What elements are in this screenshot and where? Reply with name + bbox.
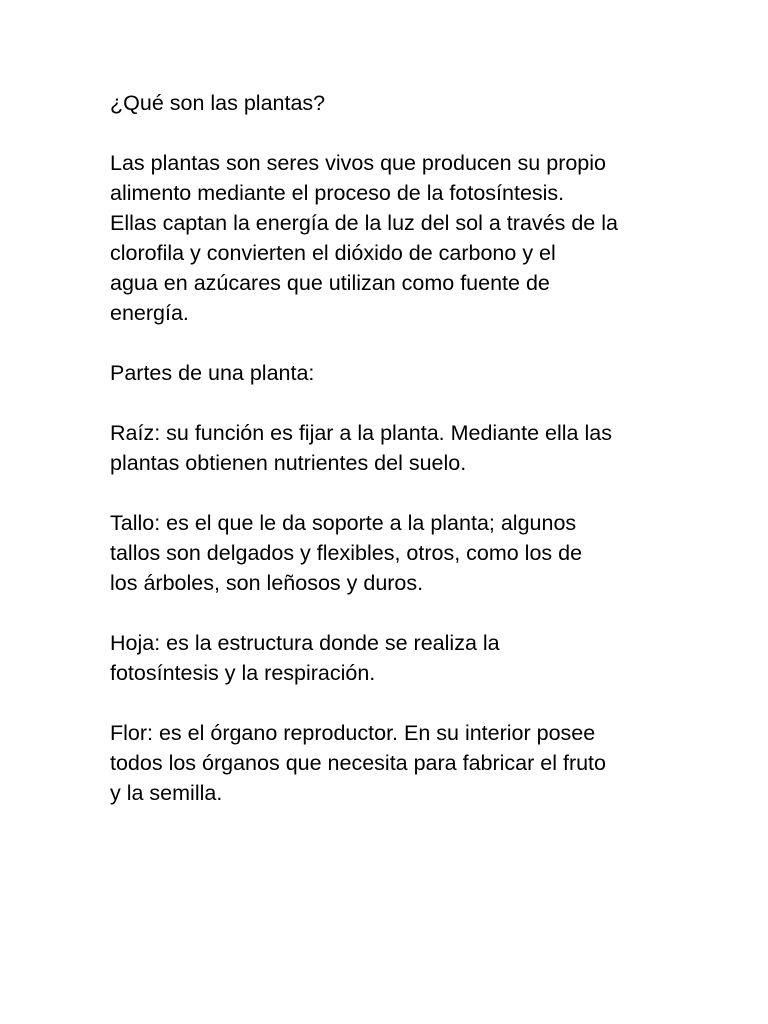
part-stem-paragraph: Tallo: es el que le da soporte a la planta; algunos tallos son delgados y flexibles, otros, como los de los árboles, son leñosos y duros. <box>110 511 583 595</box>
document-body <box>110 88 670 808</box>
part-flower-paragraph: Flor: es el órgano reproductor. En su interior posee todos los órganos que necesita para fabricar el fruto y la semilla. <box>110 721 606 805</box>
part-root-paragraph: Raíz: su función es fijar a la planta. Mediante ella las plantas obtienen nutrientes del suelo. <box>110 421 612 475</box>
part-leaf-paragraph: Hoja: es la estructura donde se realiza la fotosíntesis y la respiración. <box>110 631 500 685</box>
parts-heading: Partes de una planta: <box>110 361 315 385</box>
document-title: ¿Qué son las plantas? <box>110 91 326 115</box>
intro-paragraph: Las plantas son seres vivos que producen su propio alimento mediante el proceso de la fotosíntesis. Ellas captan la energía de la luz del sol a través de la clorofila y convierten el dióxido de carbono y el agua en azúcares que utilizan como fuente de energía. <box>110 151 618 325</box>
